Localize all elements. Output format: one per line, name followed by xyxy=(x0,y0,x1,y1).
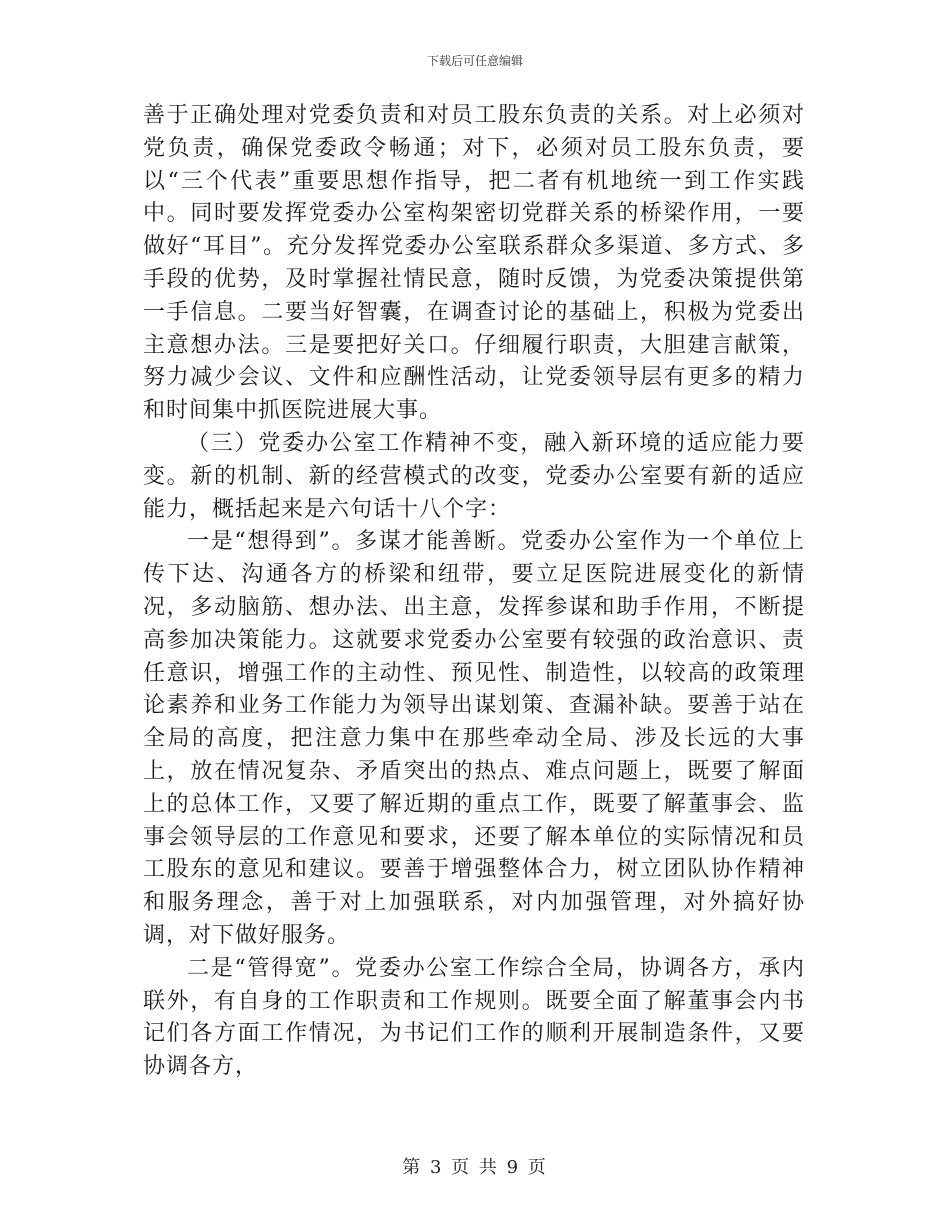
paragraph-4: 二是“管得宽”。党委办公室工作综合全局，协调各方，承内联外，有自身的工作职责和工作规则。既要全面了解董事会内书记们各方面工作情况，为书记们工作的顺利开展制造条件，又要协调各方， xyxy=(143,955,805,1080)
paragraph-3: 一是“想得到”。多谋才能善断。党委办公室作为一个单位上传下达、沟通各方的桥梁和纽带，要立足医院进展变化的新情况，多动脑筋、想办法、出主意，发挥参谋和助手作用，不断提高参加决策能力。这就要求党委办公室要有较强的政治意识、责任意识，增强工作的主动性、预见性、制造性，以较高的政策理论素养和业务工作能力为领导出谋划策、查漏补缺。要善于站在全局的高度，把注意力集中在那些牵动全局、涉及长远的大事上，放在情况复杂、矛盾突出的热点、难点问题上，既要了解面上的总体工作，又要了解近期的重点工作，既要了解董事会、监事会领导层的工作意见和要求，还要了解本单位的实际情况和员工股东的意见和建议。要善于增强整体合力，树立团队协作精神和服务理念，善于对上加强联系，对内加强管理，对外搞好协调，对下做好服务。 xyxy=(143,529,805,948)
document-body xyxy=(143,100,805,1084)
page-number-footer: 第 3 页 共 9 页 xyxy=(402,1157,548,1178)
paragraph-1: 善于正确处理对党委负责和对员工股东负责的关系。对上必须对党负责，确保党委政令畅通；对下，必须对员工股东负责，要以“三个代表”重要思想作指导，把二者有机地统一到工作实践中。同时要发挥党委办公室构架密切党群关系的桥梁作用，一要做好“耳目”。充分发挥党委办公室联系群众多渠道、多方式、多手段的优势，及时掌握社情民意，随时反馈，为党委决策提供第一手信息。二要当好智囊，在调查讨论的基础上，积极为党委出主意想办法。三是要把好关口。仔细履行职责，大胆建言献策，努力减少会议、文件和应酬性活动，让党委领导层有更多的精力和时间集中抓医院进展大事。 xyxy=(143,103,805,424)
paragraph-2: （三）党委办公室工作精神不变，融入新环境的适应能力要变。新的机制、新的经营模式的改变，党委办公室要有新的适应能力，概括起来是六句话十八个字： xyxy=(143,430,805,522)
page-header: 下载后可任意编辑 xyxy=(426,54,523,68)
